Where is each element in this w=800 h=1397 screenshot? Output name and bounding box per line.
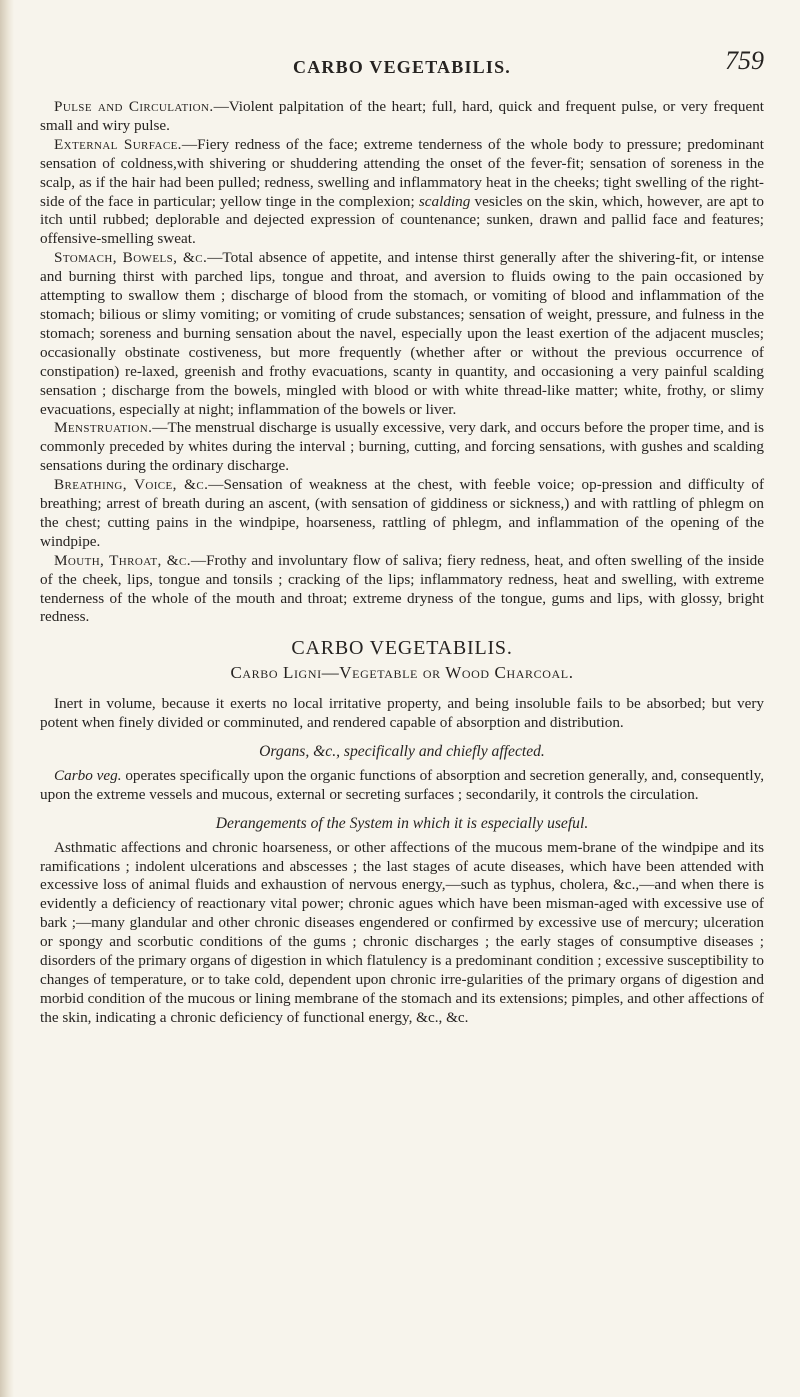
paragraph-text: —Violent palpitation of the heart; full, hard, quick and frequent pulse, or very frequent small and wiry pulse. xyxy=(40,98,765,134)
running-title: CARBO VEGETABILIS. xyxy=(293,57,511,77)
paragraph-label: Stomach, Bowels, &c. xyxy=(54,249,208,267)
paragraph-label: Pulse and Circulation. xyxy=(54,98,214,115)
paragraph-pulse xyxy=(40,98,764,136)
page-body xyxy=(40,98,764,1028)
paragraph-external-surface xyxy=(40,136,764,249)
paragraph-stomach xyxy=(40,249,764,419)
paragraph-label: Menstruation. xyxy=(54,419,153,437)
organs-text: operates specifically upon the organic functions of absorption and secretion generally, and, consequently, upon the extreme vessels and mucous, external or secreting surfaces ; secondarily, it controls the circulation. xyxy=(40,766,764,803)
paragraph-label: Breathing, Voice, &c. xyxy=(54,476,209,494)
paragraph-text: —Total absence of appetite, and intense thirst generally after the shivering-fit, or intense and burning thirst with parched lips, tongue and throat, and aversion to fluids owing to the pain occasioned by attempting to swallow them ; discharge of blood from the stomach, or vomiting of blood and inflammation of the stomach; bilious or slimy vomiting; or vomiting of crude substances; sensation of weight, pressure, and fulness in the stomach; soreness and burning sensation about the navel, especially upon the least exertion of the adjacent muscles; occasionally obstinate costiveness, but more frequently (whether after or without the previous occurrence of constipation) re-laxed, greenish and frothy evacuations, scanty in quantity, and occasioning a very painful scalding sensation ; discharge from the bowels, mingled with blood or with white thread-like matter; white, frothy, or slimy evacuations, especially at night; inflammation of the bowels or liver. xyxy=(40,249,764,418)
section-title: CARBO VEGETABILIS. xyxy=(291,637,513,660)
paragraph-text: —Frothy and involuntary flow of saliva; fiery redness, heat, and often swelling of the inside of the cheek, lips, tongue and tonsils ; cracking of the lips; inflammatory redness, heat and swelling, with extreme tenderness of the whole of the mouth and throat; extreme dryness of the tongue, gums and lips, with glossy, bright redness. xyxy=(40,551,765,626)
page-header xyxy=(40,46,764,82)
derangements-paragraph: Asthmatic affections and chronic hoarseness, or other affections of the mucous mem-brane of the windpipe and its ramifications ; indolent ulcerations and abscesses ; the last stages of acute diseases, which have been attended with excessive loss of animal fluids and exhaustion of nervous energy,—such as typhus, cholera, &c.,—and when there is evidently a deficiency of reactionary vital power; chronic agues which have been misman-aged with excessive use of bark ;—many glandular and other chronic diseases engendered or confirmed by excessive use of mercury; ulceration or spongy and scorbutic conditions of the gums ; chronic discharges ; the early stages of consumptive diseases ; disorders of the primary organs of digestion in which flatulency is a predominant condition ; excessive susceptibility to changes of temperature, or to take cold, dependent upon chronic irre-gularities of the primary organs of digestion and morbid condition of the mucous or lining membrane of the stomach and its extensions; pimples, and other affections of the skin, indicating a chronic deficiency of functional energy, &c., &c. xyxy=(40,838,764,1026)
paragraph-italic-term: scalding xyxy=(418,192,471,210)
paragraph-mouth xyxy=(40,552,764,628)
paragraph-text: vesicles on the skin, which, however, are apt to itch until rubbed; deplorable and dejected expression of countenance; sunken, drawn and pallid face and features; offensive-smelling sweat. xyxy=(40,192,764,248)
organs-heading: Organs, &c., specifically and chiefly affected. xyxy=(259,743,545,760)
section-subtitle: Carbo Ligni—Vegetable or Wood Charcoal. xyxy=(230,663,574,683)
paragraph-menstruation xyxy=(40,419,764,476)
book-spine-shadow xyxy=(0,0,14,1397)
section-intro: Inert in volume, because it exerts no local irritative property, and being insoluble fails to be absorbed; but very potent when finely divided or comminuted, and rendered capable of absorption and distribution. xyxy=(40,695,764,732)
derangements-heading: Derangements of the System in which it is especially useful. xyxy=(215,814,589,832)
paragraph-label: External Surface. xyxy=(54,135,182,153)
paragraph-label: Mouth, Throat, &c. xyxy=(54,551,191,569)
organs-paragraph xyxy=(40,767,764,805)
organs-term: Carbo veg. xyxy=(54,766,122,784)
paragraph-text: —Sensation of weakness at the chest, with feeble voice; op-pression and difficulty of breathing; arrest of breath during an ascent, (with sensation of giddiness or sickness,) and with rattling of phlegm on the chest; cutting pains in the windpipe, hoarseness, rattling of phlegm, and inflammation of the opening of the windpipe. xyxy=(40,476,764,550)
paragraph-text: —Fiery redness of the face; extreme tenderness of the whole body to pressure; predominant sensation of coldness,with shivering or shuddering attending the onset of the fever-fit; sensation of soreness in the scalp, as if the hair had been pulled; redness, swelling and inflammatory heat in the cheeks; tight swelling of the right-side of the face in particular; yellow tinge in the complexion; xyxy=(40,135,764,210)
paragraph-breathing xyxy=(40,476,764,552)
paragraph-text: —The menstrual discharge is usually excessive, very dark, and occurs before the proper time, and is commonly preceded by whites during the interval ; burning, cutting, and forcing sensations, with gushes and scalding sensations during the ordinary discharge. xyxy=(40,419,764,475)
page-number: 759 xyxy=(725,46,764,75)
